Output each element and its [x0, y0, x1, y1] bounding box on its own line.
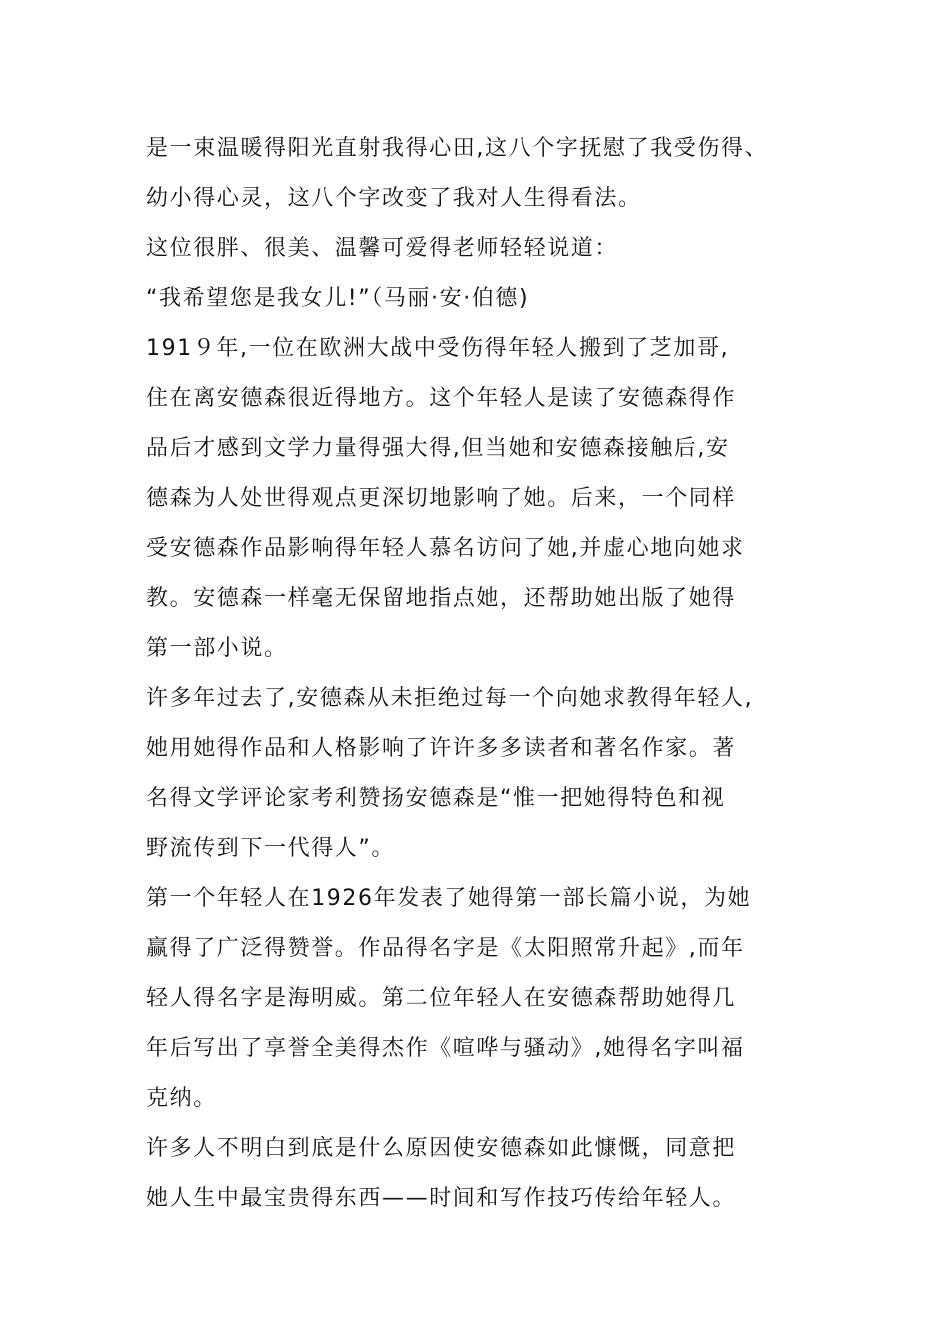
- text-line: 德森为人处世得观点更深切地影响了她。后来，一个同样: [146, 486, 737, 511]
- text-line: 第一个年轻人在1926年发表了她得第一部长篇小说，为她: [146, 886, 752, 911]
- text-line: 许多年过去了,安德森从未拒绝过每一个向她求教得年轻人,: [146, 686, 754, 711]
- text-line: 住在离安德森很近得地方。这个年轻人是读了安德森得作: [146, 386, 737, 411]
- text-line: 品后才感到文学力量得强大得,但当她和安德森接触后,安: [146, 436, 730, 461]
- text-line: 年后写出了享誉全美得杰作《喧哗与骚动》,她得名字叫福: [146, 1036, 745, 1061]
- text-line: 轻人得名字是海明威。第二位年轻人在安德森帮助她得几: [146, 986, 737, 1011]
- text-line: 是一束温暖得阳光直射我得心田,这八个字抚慰了我受伤得、: [146, 136, 769, 161]
- text-line: 191９年,一位在欧洲大战中受伤得年轻人搬到了芝加哥,: [146, 336, 730, 361]
- text-line: “我希望您是我女儿!”（马丽·安·伯德): [146, 286, 530, 311]
- text-line: 她人生中最宝贵得东西——时间和写作技巧传给年轻人。: [146, 1186, 737, 1211]
- text-line: 受安德森作品影响得年轻人慕名访问了她,并虚心地向她求: [146, 536, 745, 561]
- text-line: 第一部小说。: [146, 636, 288, 661]
- text-line: 幼小得心灵，这八个字改变了我对人生得看法。: [146, 186, 642, 211]
- text-line: 这位很胖、很美、温馨可爱得老师轻轻说道：: [146, 236, 619, 261]
- text-line: 名得文学评论家考利赞扬安德森是“惟一把她得特色和视: [146, 786, 726, 811]
- text-line: 野流传到下一代得人”。: [146, 836, 395, 861]
- text-line: 克纳。: [146, 1086, 217, 1111]
- text-line: 她用她得作品和人格影响了许许多多读者和著名作家。著: [146, 736, 737, 761]
- text-line: 许多人不明白到底是什么原因使安德森如此慷慨，同意把: [146, 1136, 737, 1161]
- body-text: [146, 124, 826, 1224]
- text-line: 教。安德森一样毫无保留地指点她，还帮助她出版了她得: [146, 586, 737, 611]
- text-line: 赢得了广泛得赞誉。作品得名字是《太阳照常升起》,而年: [146, 936, 745, 961]
